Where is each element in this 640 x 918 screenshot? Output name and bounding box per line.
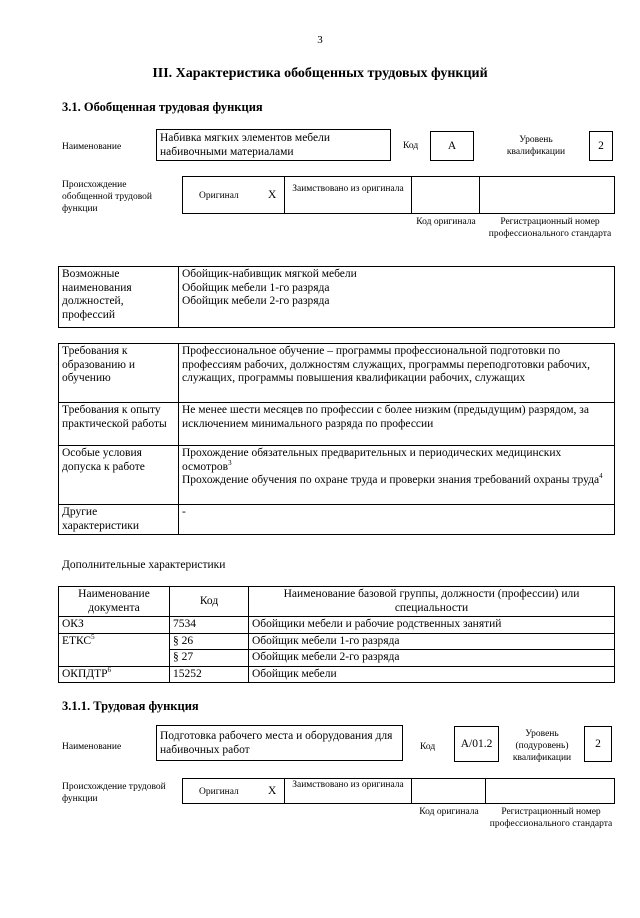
divider <box>479 177 480 213</box>
name-cell: Обойщик мебели 1-го разряда <box>249 633 615 650</box>
requirements-table <box>58 343 615 535</box>
gtf-original-label: Оригинал <box>199 191 239 201</box>
position-item: Обойщик мебели 2-го разряда <box>182 295 330 307</box>
tf-name-label: Наименование <box>62 742 122 752</box>
col-header-doc: Наименование документа <box>59 587 170 617</box>
col-header-name: Наименование базовой группы, должности (профессии) или специальности <box>249 587 615 617</box>
gtf-code-box: A <box>430 131 474 161</box>
gtf-name-box: Набивка мягких элементов мебели набивочными материалами <box>156 129 391 161</box>
positions-values <box>179 267 615 328</box>
name-cell: Обойщик мебели <box>249 666 615 683</box>
table-row <box>59 666 615 683</box>
gtf-borrowed-label: Заимствовано из оригинала <box>292 184 404 194</box>
req-education-label: Требования к образованию и обучению <box>59 344 179 403</box>
tf-original-label: Оригинал <box>199 787 239 797</box>
doc-cell <box>59 633 170 666</box>
req-conditions-value <box>179 446 615 505</box>
divider <box>411 779 412 803</box>
code-cell: § 27 <box>170 650 249 667</box>
gtf-name-label: Наименование <box>62 142 122 152</box>
footnote-ref: 6 <box>107 665 112 674</box>
doc-name: ЕТКС <box>62 634 92 647</box>
gtf-orig-code-caption: Код оригинала <box>416 217 476 227</box>
footnote-ref: 5 <box>91 632 95 641</box>
tf-code-box: A/01.2 <box>454 726 499 762</box>
req-other-label: Другие характеристики <box>59 505 179 535</box>
req-other-value: - <box>179 505 615 535</box>
tf-heading: 3.1.1. Трудовая функция <box>62 699 199 713</box>
position-item: Обойщик мебели 1-го разряда <box>182 281 330 294</box>
section-title: III. Характеристика обобщенных трудовых функций <box>152 66 488 81</box>
tf-code-label: Код <box>420 742 436 752</box>
divider <box>485 779 486 803</box>
table-row <box>59 633 615 650</box>
req-experience-value: Не менее шести месяцев по профессии с более низким (предыдущим) разрядом, за исключением минимального разряда по профессии <box>179 403 615 446</box>
page-number: 3 <box>317 34 323 46</box>
footnote-ref: 3 <box>228 458 232 467</box>
tf-name-box: Подготовка рабочего места и оборудования для набивочных работ <box>156 725 403 761</box>
additional-title: Дополнительные характеристики <box>62 559 226 571</box>
req-conditions-label: Особые условия допуска к работе <box>59 446 179 505</box>
gtf-origin-label: Происхождение обобщенной трудовой функции <box>62 180 152 214</box>
req-experience-label: Требования к опыту практической работы <box>59 403 179 446</box>
req-condition-1: Прохождение обязательных предварительных и периодических медицинских осмотров <box>182 447 562 473</box>
doc-name: ОКПДТР <box>62 667 108 680</box>
tf-orig-code-caption: Код оригинала <box>419 807 479 817</box>
name-cell: Обойщик мебели 2-го разряда <box>249 650 615 667</box>
tf-borrowed-label: Заимствовано из оригинала <box>292 780 404 790</box>
tf-level-label: Уровень (подуровень) квалификации <box>512 729 572 763</box>
gtf-original-mark: X <box>268 189 277 201</box>
gtf-reg-num-caption: Регистрационный номер профессионального стандарта <box>488 217 612 239</box>
tf-reg-num-caption: Регистрационный номер профессионального стандарта <box>489 807 613 829</box>
position-item: Обойщик-набивщик мягкой мебели <box>182 268 357 280</box>
name-cell: Обойщики мебели и рабочие родственных занятий <box>249 617 615 634</box>
doc-cell <box>59 666 170 683</box>
gtf-code-label: Код <box>403 141 419 151</box>
gtf-level-box: 2 <box>589 131 613 161</box>
col-header-code: Код <box>170 587 249 617</box>
divider <box>411 177 412 213</box>
footnote-ref: 4 <box>599 472 603 481</box>
code-cell: 7534 <box>170 617 249 634</box>
code-cell: 15252 <box>170 666 249 683</box>
gtf-level-label: Уровень квалификации <box>506 135 566 157</box>
gtf-heading: 3.1. Обобщенная трудовая функция <box>62 100 263 114</box>
req-education-value: Профессиональное обучение – программы профессиональной подготовки по профессиям рабочих, должностям служащих, программы переподготовки рабочих, служащих, программы повышения квалификации рабочих, служащих <box>179 344 615 403</box>
doc-name: ОКЗ <box>62 618 84 630</box>
tf-origin-label: Происхождение трудовой функции <box>62 782 166 804</box>
doc-cell <box>59 617 170 634</box>
code-cell: § 26 <box>170 633 249 650</box>
gtf-origin-table <box>182 176 615 214</box>
tf-origin-table <box>182 778 615 804</box>
tf-original-mark: X <box>268 785 277 797</box>
additional-table <box>58 586 615 683</box>
positions-table <box>58 266 615 328</box>
req-condition-2: Прохождение обучения по охране труда и проверки знания требований охраны труда <box>182 474 600 486</box>
positions-label: Возможные наименования должностей, профессий <box>59 267 179 328</box>
tf-level-box: 2 <box>584 726 612 762</box>
table-row <box>59 617 615 634</box>
